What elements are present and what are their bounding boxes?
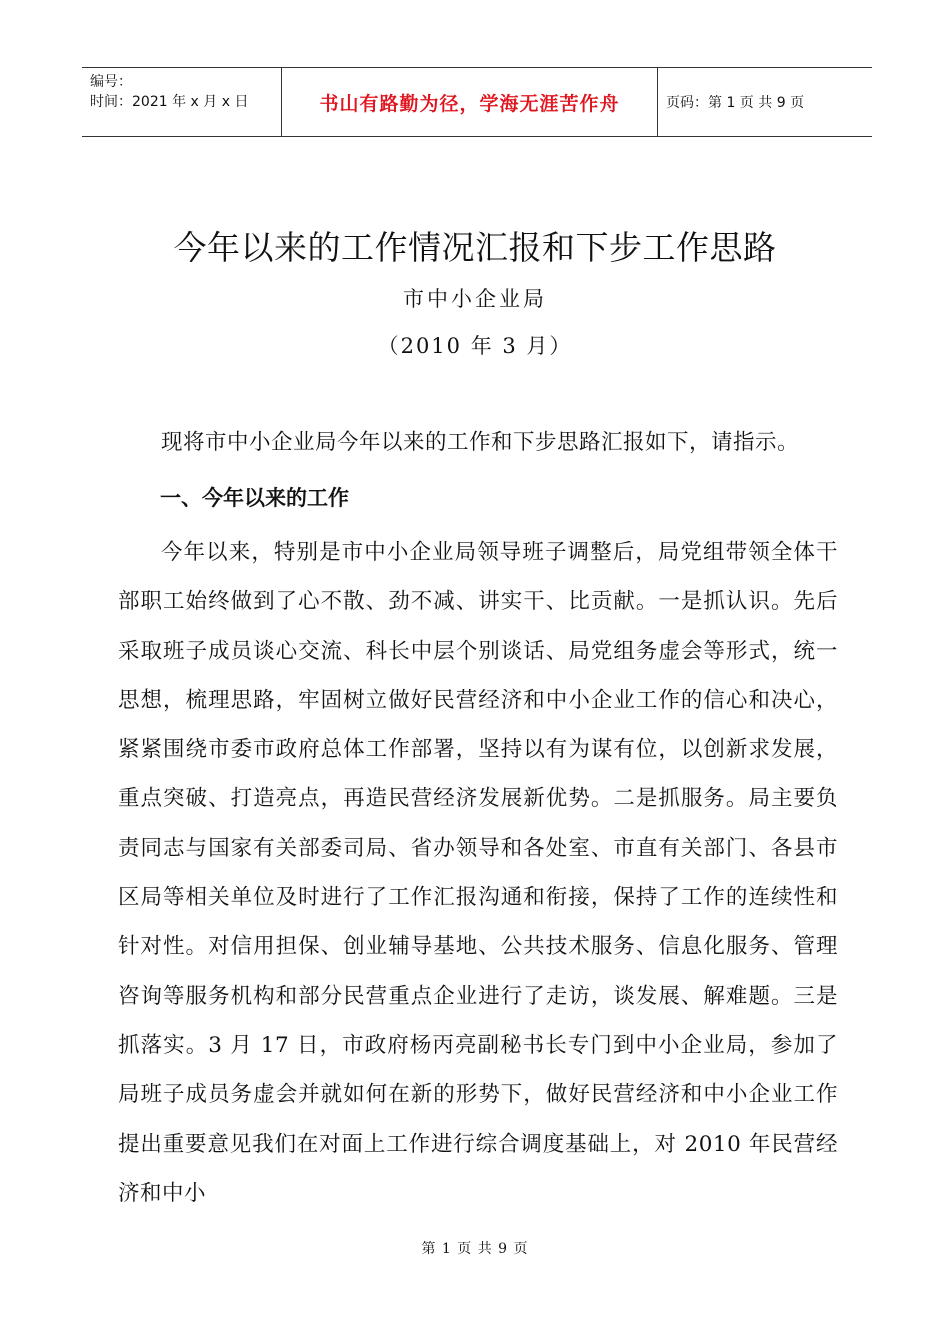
document-organization: 市中小企业局	[403, 287, 547, 311]
body-paragraph: 今年以来，特别是市中小企业局领导班子调整后，局党组带领全体干部职工始终做到了心不散、劲不减、讲实干、比贡献。一是抓认识。先后采取班子成员谈心交流、科长中层个别谈话、局党组务虚会等形式，统一思想，梳理思路，牢固树立做好民营经济和中小企业工作的信心和决心，紧紧围绕市委市政府总体工作部署，坚持以有为谋有位，以创新求发展，重点突破、打造亮点，再造民营经济发展新优势。二是抓服务。局主要负责同志与国家有关部委司局、省办领导和各处室、市直有关部门、各县市区局等相关单位及时进行了工作汇报沟通和衔接，保持了工作的连续性和针对性。对信用担保、创业辅导基地、公共技术服务、信息化服务、管理咨询等服务机构和部分民营重点企业进行了走访，谈发展、解难题。三是抓落实。3 月 17 日，市政府杨丙亮副秘书长专门到中小企业局，参加了局班子成员务虚会并就如何在新的形势下，做好民营经济和中小企业工作提出重要意见我们在对面上工作进行综合调度基础上，对 2010 年民营经济和中小	[118, 540, 838, 1206]
document-title: 今年以来的工作情况汇报和下步工作思路	[173, 228, 777, 267]
number-label: 编号：	[90, 74, 132, 90]
document-date: （2010 年 3 月）	[377, 334, 573, 358]
header-page-label: 页码：第 1 页 共 9 页	[666, 95, 805, 111]
section-heading: 一、今年以来的工作	[160, 486, 349, 510]
header-meta	[82, 68, 282, 136]
time-label: 时间：2021 年 x 月 x 日	[90, 94, 249, 110]
intro-paragraph: 现将市中小企业局今年以来的工作和下步思路汇报如下，请指示。	[161, 430, 800, 455]
page-footer: 第 1 页 共 9 页	[421, 1241, 529, 1257]
header-motto: 书山有路勤为径，学海无涯苦作舟	[282, 68, 658, 136]
page-header	[82, 67, 872, 137]
